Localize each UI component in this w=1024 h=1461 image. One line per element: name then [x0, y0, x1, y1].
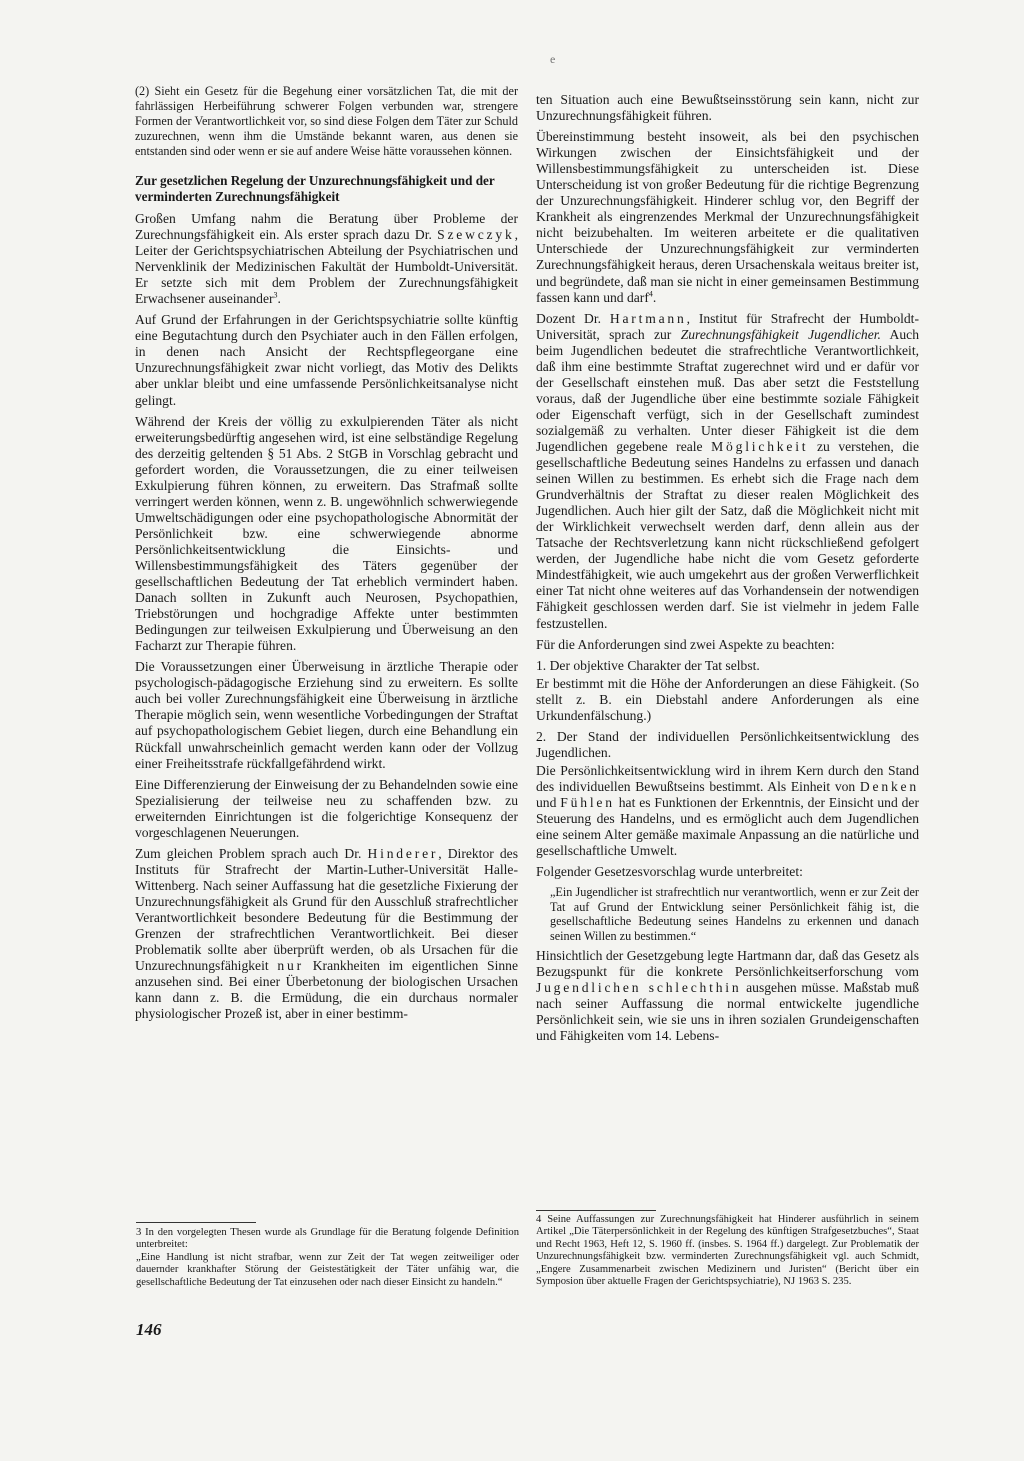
paragraph-gerichtspsychiatrie: Auf Grund der Erfahrungen in der Gerichtspsychiatrie sollte künftig eine Begutachtung durch den Psychiater auch in den Fällen erfolgen, in denen nach Ansicht der Rechtspflegeorgane eine Unzurechnungsfähigkeit zwar nicht vorliegt, das Motiv des Delikts aber unklar bleibt und eine umfassende Persönlichkeitsanalyse nicht gelingt.	[135, 312, 518, 408]
left-column	[135, 84, 518, 1027]
page-number: 146	[136, 1320, 162, 1339]
footnote-ref: 3	[273, 290, 278, 300]
paragraph-gesetzesvorschlag: Folgender Gesetzesvorschlag wurde unterbreitet:	[536, 864, 803, 880]
page-mark: e	[550, 52, 556, 66]
speaker-name: Hartmann	[609, 310, 687, 326]
footnote-ref: 4	[648, 289, 653, 299]
footnote-4: 4 Seine Auffassungen zur Zurechnungsfähigkeit hat Hinderer ausführlich in seinem Artikel „Die Täterpersönlichkeit in der Regelung des künftigen Strafgesetzbuches“, Staat und Recht 1963, Heft 12, S. 1960 ff. (insbes. S. 1964 ff.) dargelegt. Zur Problematik der Unzurechnungsfähigkeit bzw. verminderten Zurechnungsfähigkeit vgl. auch Schmidt, „Engere Zusammenarbeit zwischen Medizinern und Juristen“ (Bericht über ein Symposion über aktuelle Fragen der Gerichtspsychiatrie), NJ 1963 S. 235.	[536, 1214, 919, 1288]
emphasis-jugendlichen: Jugendlichen schlechthin	[536, 979, 742, 995]
speaker-name: Szewczyk	[437, 227, 515, 243]
footnote-rule	[136, 1222, 256, 1223]
paragraph-continuation: ten Situation auch eine Bewußtseinsstörung sein kann, nicht zur Unzurechnungsfähigkeit führen.	[536, 92, 919, 124]
speaker-name: Hinderer	[367, 845, 439, 861]
emphasis-nur: nur	[277, 958, 304, 974]
paragraph-gesetzgebung: Hinsichtlich der Gesetzgebung legte Hartmann dar, daß das Gesetz als Bezugspunkt für die konkrete Persönlichkeitserforschung vom Jugendlichen schlechthin ausgehen müsse. Maßstab muß nach seiner Auffassung die normal entwickelte jugendliche Persönlichkeit sein, wie sie uns in ihren sozialen Grundeigenschaften und Fähigkeiten vom 14. Lebens-	[536, 947, 920, 1043]
section-heading: Zur gesetzlichen Regelung der Unzurechnungsfähigkeit und der verminderten Zurechnungsfähigkeit	[135, 173, 495, 204]
footnote-3: 3 In den vorgelegten Thesen wurde als Grundlage für die Beratung folgende Definition unterbreitet: „Eine Handlung ist nicht strafbar, wenn zur Zeit der Tat wegen zeitweiliger oder dauernder krankhafter Störung der Geistestätigkeit der Täter unfähig war, die gesellschaftliche Bedeutung der Tat einzusehen oder nach dieser Einsicht zu handeln.“	[136, 1227, 519, 1288]
paragraph-ueberweisung: Die Voraussetzungen einer Überweisung in ärztliche Therapie oder psychologisch-pädagogische Erziehung sind zu erweitern. Es sollte auch bei voller Zurechnungsfähigkeit eine Überweisung in ärztliche Therapie möglich sein, wenn wesentliche Vorbedingungen der Straftat auf psychopathologischem Gebiet liegen, durch eine Behandlung ein Rückfall unwahrscheinlich gemacht werden kann oder der Vollzug einer Freiheitsstrafe rückfallgefährdend wirkt.	[135, 659, 518, 771]
right-column	[536, 92, 919, 1049]
paragraph-hinderer: Zum gleichen Problem sprach auch Dr. Hinderer, Direktor des Instituts für Strafrecht der Martin-Luther-Universität Halle-Wittenberg. Nach seiner Auffassung hat die gesetzliche Fixierung der Unzurechnungsfähigkeit als Grund für den Ausschluß strafrechtlicher Verantwortlichkeit besondere Bedeutung für die Bestimmung der Grenzen der strafrechtlichen Verantwortlichkeit. Bei dieser Problematik sollte aber überprüft werden, ob als Ursachen für die Unzurechnungsfähigkeit nur Krankheiten im eigentlichen Sinne anzusehen sind. Bei einer Überbetonung der biologischen Ursachen kann dann z. B. die Ermüdung, die ein durchaus normaler physiologischer Prozeß ist, aber in einer bestimm-	[135, 845, 518, 1022]
paragraph-differenzierung: Eine Differenzierung der Einweisung der zu Behandelnden sowie eine Spezialisierung der teilweise neu zu schaffenden bzw. zu erweiternden Einrichtungen ist die folgerichtige Konsequenz der vorgeschlagenen Neuerungen.	[135, 776, 518, 840]
paragraph-anforderungen: Für die Anforderungen sind zwei Aspekte zu beachten:	[536, 636, 835, 652]
footnote-rule	[536, 1210, 656, 1211]
paragraph-szewczyk: Großen Umfang nahm die Beratung über Probleme der Zurechnungsfähigkeit ein. Als erster sprach dazu Dr. Szewczyk, Leiter der Gerichtspsychiatrischen Abteilung der Psychiatrischen und Nervenklinik der Medizinischen Fakultät der Humboldt-Universität. Er setzte sich mit dem Problem der Zurechnungsfähigkeit Erwachsener auseinander$^3$.	[135, 211, 518, 307]
paragraph-hartmann: Dozent Dr. Hartmann, Institut für Strafrecht der Humboldt-Universität, sprach zur Zurechnungsfähigkeit Jugendlicher. Auch beim Jugendlichen bedeutet die strafrechtliche Verantwortlichkeit, daß ihm eine bestimmte Straftat zugerechnet wird und er dafür vor der Gesellschaft einstehen muß. Das aber setzt die Feststellung voraus, daß der Jugendliche über eine bestimmte soziale Fähigkeit oder Eigenschaft verfügt, sich in der Gesellschaft zumindest sozialgemäß zu verhalten. Unter dieser Fähigkeit ist die dem Jugendlichen gegebene reale Möglichkeit zu verstehen, die gesellschaftliche Bedeutung seines Handelns zu erfassen und danach seinen Willen zu bestimmen. Es erhebt sich die Frage nach dem Grundverhältnis der Straftat zu dieser realen Möglichkeit des Jugendlichen. Auch hier gilt der Satz, daß die Möglichkeit nicht mit der Wirklichkeit verwechselt werden darf, denn allein aus der Tatsache der Rechtsverletzung kann nicht rückschließend gefolgert werden, der Jugendliche habe nicht die vom Gesetz geforderte Mindestfähigkeit, wie auch umgekehrt aus der großen Verwerflichkeit einer Tat nicht ohne weiteres auf das Vorhandensein der notwendigen Fähigkeit geschlossen werden darf. Sie ist vielmehr in jedem Falle festzustellen.	[536, 310, 919, 631]
law-proposal-quote: „Ein Jugendlicher ist strafrechtlich nur verantwortlich, wenn er zur Zeit der Tat auf Grund der Entwicklung seiner Persönlichkeit fähig ist, die gesellschaftliche Bedeutung seines Handelns zu erkennen und danach seinen Willen zu bestimmen.“	[550, 885, 919, 943]
paragraph-uebereinstimmung: Übereinstimmung besteht insoweit, als bei den psychischen Wirkungen zwischen der Einsichtsfähigkeit und der Willensbestimmungsfähigkeit zu unterscheiden ist. Diese Unterscheidung ist von großer Bedeutung für die richtige Begrenzung der Unzurechnungsfähigkeit. Hinderer schlug vor, den Begriff der Krankheit als eingrenzendes Merkmal der Unzurechnungsfähigkeit nicht beizubehalten. Im weiteren arbeitete er die qualitativen Unterschiede der Unzurechnungsfähigkeit zur verminderten Zurechnungsfähigkeit heraus, deren Ursachenskala weitaus breiter ist, und begründete, daß man sie nicht in einer gemeinsamen Bestimmung fassen kann und darf$^4$.	[536, 129, 919, 305]
list-item-2-text: Die Persönlichkeitsentwicklung wird in ihrem Kern durch den Stand des individuellen Bewußtseins bestimmt. Als Einheit von Denken und Fühlen hat es Funktionen der Erkenntnis, der Einsicht und der Steuerung des Handelns, und es ermöglicht auch dem Jugendlichen eine seinem Alter gemäße maximale Anpassung an die natürliche und gesellschaftliche Umwelt.	[536, 762, 919, 859]
emphasis-moeglichkeit: Möglichkeit	[711, 438, 809, 454]
list-item-1: 1. Der objektive Charakter der Tat selbst.	[536, 657, 760, 673]
list-item-2: 2. Der Stand der individuellen Persönlichkeitsentwicklung des Jugendlichen.	[536, 728, 919, 760]
paragraph-exkulpierung: Während der Kreis der völlig zu exkulpierenden Täter als nicht erweiterungsbedürftig angesehen wird, ist eine selbständige Regelung des derzeitig geltenden § 51 Abs. 2 StGB in Vorschlag gebracht und gefordert worden, die Voraussetzungen, die zu einer teilweisen Exkulpierung führen können, zu erweitern. Das Strafmaß sollte verringert werden können, wenn z. B. ungewöhnlich schwerwiegende Umweltschädigungen oder eine psychopathologische Abnormität der Persönlichkeit bzw. eine schwerwiegende abnorme Persönlichkeitsentwicklung die Einsichts- und Willensbestimmungsfähigkeit des Täters gegenüber der gesellschaftlichen Bedeutung der Tat erheblich vermindert haben. Danach sollten in Zukunft auch Neurosen, Psychopathien, Triebstörungen und hochgradige Affekte unter bestimmten Bedingungen zur teilweisen Exkulpierung und Überweisung an den Facharzt zur Therapie führen.	[135, 413, 518, 654]
law-paragraph: (2) Sieht ein Gesetz für die Begehung einer vorsätzlichen Tat, die mit der fahrlässigen Herbeiführung schwerer Folgen verbunden war, strengere Formen der Verantwortlichkeit vor, so sind diese Folgen dem Täter zur Schuld zuzurechnen, wenn ihm die Umstände bekannt waren, aus denen sie entstanden sind oder wenn er sie auf andere Weise hätte voraussehen können.	[135, 84, 518, 158]
list-item-1-text: Er bestimmt mit die Höhe der Anforderungen an diese Fähigkeit. (So stellt z. B. ein Diebstahl andere Anforderungen als eine Urkundenfälschung.)	[536, 675, 919, 723]
topic-italic: Zurechnungsfähigkeit Jugendlicher.	[680, 326, 881, 342]
